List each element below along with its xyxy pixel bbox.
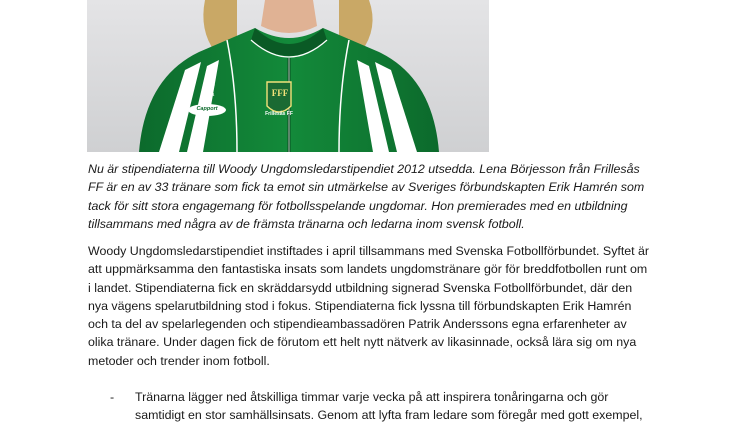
caption-line: tack för sitt stora engagemang för fotbollsspelande ungdomar. Hon premierades med en utbildning — [88, 198, 628, 213]
crest-letters-text: FFF — [271, 88, 289, 98]
photo-caption — [88, 160, 658, 234]
portrait-illustration — [87, 0, 489, 152]
body-line: olika tränare. Under dagen fick de förutom ett helt nytt nätverk av likasinnade, också lära sig om nya — [88, 335, 637, 350]
body-line: i landet. Stipendiaterna fick en skräddarsydd utbildning signerad Svenska Fotbollförbundet, där den — [88, 280, 633, 295]
portrait-photo — [87, 0, 489, 152]
body-line: nya vägens spelarutbildning stod i fokus. Stipendiaterna fick lyssna till förbundskapten Erik Hamrén — [88, 298, 632, 313]
body-paragraph — [88, 242, 658, 370]
caption-line: Nu är stipendiaterna till Woody Ungdomsledarstipendiet 2012 utsedda. Lena Börjesson från Frillesås — [88, 162, 640, 176]
caption-line: tillsammans med några av de främsta tränarna och ledarna inom svensk fotboll. — [88, 217, 525, 232]
dash-bullet: - — [110, 390, 115, 404]
list-item-line: samtidigt en stor samhällsinsats. Genom att lyfta fram ledare som föregår med gott exempel, — [135, 408, 643, 423]
brand-text: erima — [201, 92, 215, 98]
sponsor-text: Capport — [196, 106, 218, 112]
club-badge-text: Frillesås FF — [265, 111, 293, 117]
caption-line: FF är en av 33 tränare som fick ta emot sin utmärkelse av Sveriges förbundskapten Erik Hamrén som — [88, 180, 645, 195]
body-line: Woody Ungdomsledarstipendiet instiftades i april tillsammans med Svenska Fotbollförbundet. Syftet är — [88, 244, 650, 258]
list-item-line: Tränarna lägger ned åtskilliga timmar varje vecka på att inspirera tonåringarna och gör — [135, 390, 609, 404]
body-line: och ta del av spelarlegenden och stipendieambassadören Patrik Anderssons egna erfarenheter av — [88, 317, 627, 332]
body-line: att uppmärksamma den fantastiska insats som landets ungdomstränare gör för breddfotbollen runt om — [88, 262, 648, 277]
body-line: metoder och trender inom fotboll. — [88, 353, 270, 368]
